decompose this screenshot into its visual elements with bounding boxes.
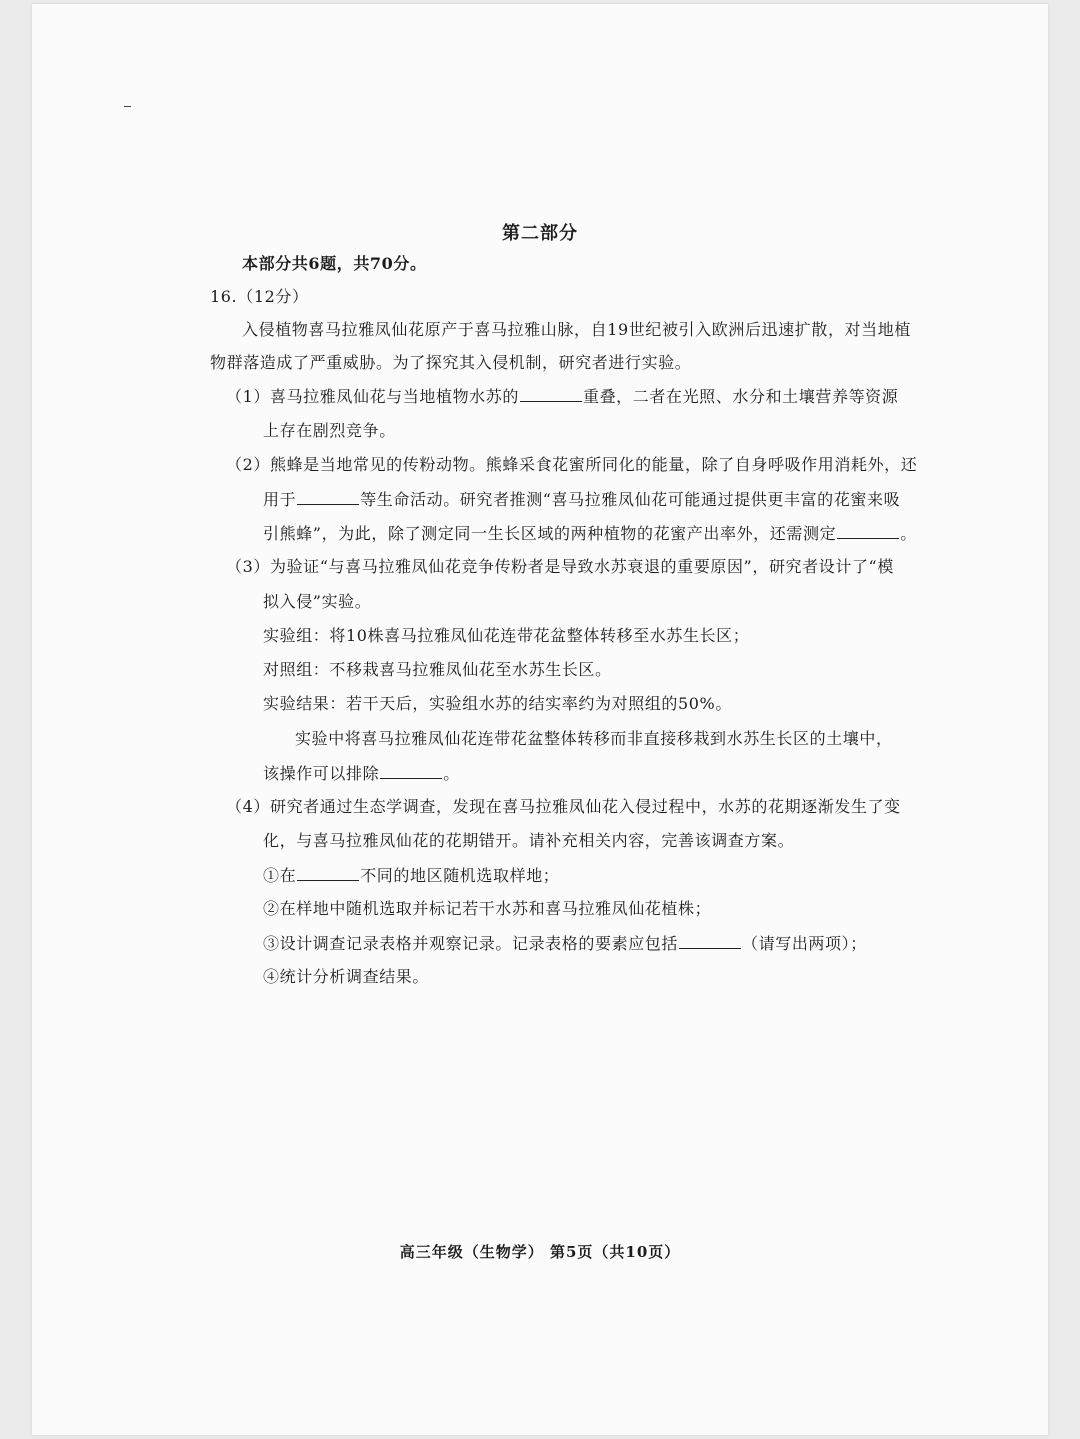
step3-text-b: （请写出两项）； [742, 934, 867, 953]
page-footer: 高三年级（生物学） 第5页（共10页） [399, 1243, 681, 1261]
answer-blank-1[interactable] [520, 386, 582, 402]
question-stem-line2: 物群落造成了严重威胁。为了探究其入侵机制，研究者进行实验。 [210, 353, 692, 372]
survey-step-4: ④统计分析调查结果。 [263, 967, 430, 986]
survey-step-2: ②在样地中随机选取并标记若干水苏和喜马拉雅凤仙花植株； [263, 899, 712, 918]
part4-line2: 化，与喜马拉雅凤仙花的花期错开。请补充相关内容，完善该调查方案。 [263, 831, 795, 850]
part3-question-line2 [263, 763, 460, 784]
part4-line1: （4）研究者通过生态学调查，发现在喜马拉雅凤仙花入侵过程中，水苏的花期逐渐发生了变 [226, 797, 901, 816]
answer-blank-2[interactable] [297, 489, 359, 505]
section-intro: 本部分共6题，共70分。 [242, 254, 427, 273]
experiment-result: 实验结果：若干天后，实验组水苏的结实率约为对照组的50%。 [263, 694, 732, 713]
part2-text-b: 等生命活动。研究者推测“喜马拉雅凤仙花可能通过提供更丰富的花蜜来吸 [360, 490, 901, 509]
part1-text-b: 重叠，二者在光照、水分和土壤营养等资源 [582, 387, 899, 406]
answer-blank-6[interactable] [679, 933, 741, 949]
answer-blank-4[interactable] [380, 763, 442, 779]
answer-blank-3[interactable] [837, 523, 899, 539]
experiment-group: 实验组：将10株喜马拉雅凤仙花连带花盆整体转移至水苏生长区； [263, 626, 750, 645]
question-stem-line1: 入侵植物喜马拉雅凤仙花原产于喜马拉雅山脉，自19世纪被引入欧洲后迅速扩散，对当地植 [242, 320, 911, 339]
part3-line2: 拟入侵”实验。 [263, 592, 372, 611]
part2-line3 [263, 523, 917, 544]
part3-text-a: 该操作可以排除 [263, 764, 380, 783]
answer-blank-5[interactable] [297, 865, 359, 881]
part2-text-c: 引熊蜂”，为此，除了测定同一生长区域的两种植物的花蜜产出率外，还需测定 [263, 524, 837, 543]
part2-text-d: 。 [900, 524, 917, 543]
step1-text-b: 不同的地区随机选取样地； [360, 866, 560, 885]
step1-text-a: ①在 [263, 866, 297, 885]
question-number: 16.（12分） [210, 287, 309, 306]
part3-text-b: 。 [443, 764, 460, 783]
part3-question-line1: 实验中将喜马拉雅凤仙花连带花盆整体转移而非直接移栽到水苏生长区的土壤中， [295, 729, 893, 748]
part2-line2 [263, 489, 900, 510]
part2-line1: （2）熊蜂是当地常见的传粉动物。熊蜂采食花蜜所同化的能量，除了自身呼吸作用消耗外，还 [226, 455, 918, 474]
survey-step-3 [263, 933, 867, 954]
part1-text-a: （1）喜马拉雅凤仙花与当地植物水苏的 [226, 387, 519, 406]
survey-step-1 [263, 865, 559, 886]
part2-text-a: 用于 [263, 490, 297, 509]
step3-text-a: ③设计调查记录表格并观察记录。记录表格的要素应包括 [263, 934, 679, 953]
part1-line2: 上存在剧烈竞争。 [263, 421, 396, 440]
scan-mark [124, 106, 131, 107]
part1-line1 [226, 386, 898, 407]
section-title: 第二部分 [502, 223, 578, 244]
part3-line1: （3）为验证“与喜马拉雅凤仙花竞争传粉者是导致水苏衰退的重要原因”，研究者设计了“模 [226, 557, 894, 576]
control-group: 对照组：不移栽喜马拉雅凤仙花至水苏生长区。 [263, 660, 612, 679]
